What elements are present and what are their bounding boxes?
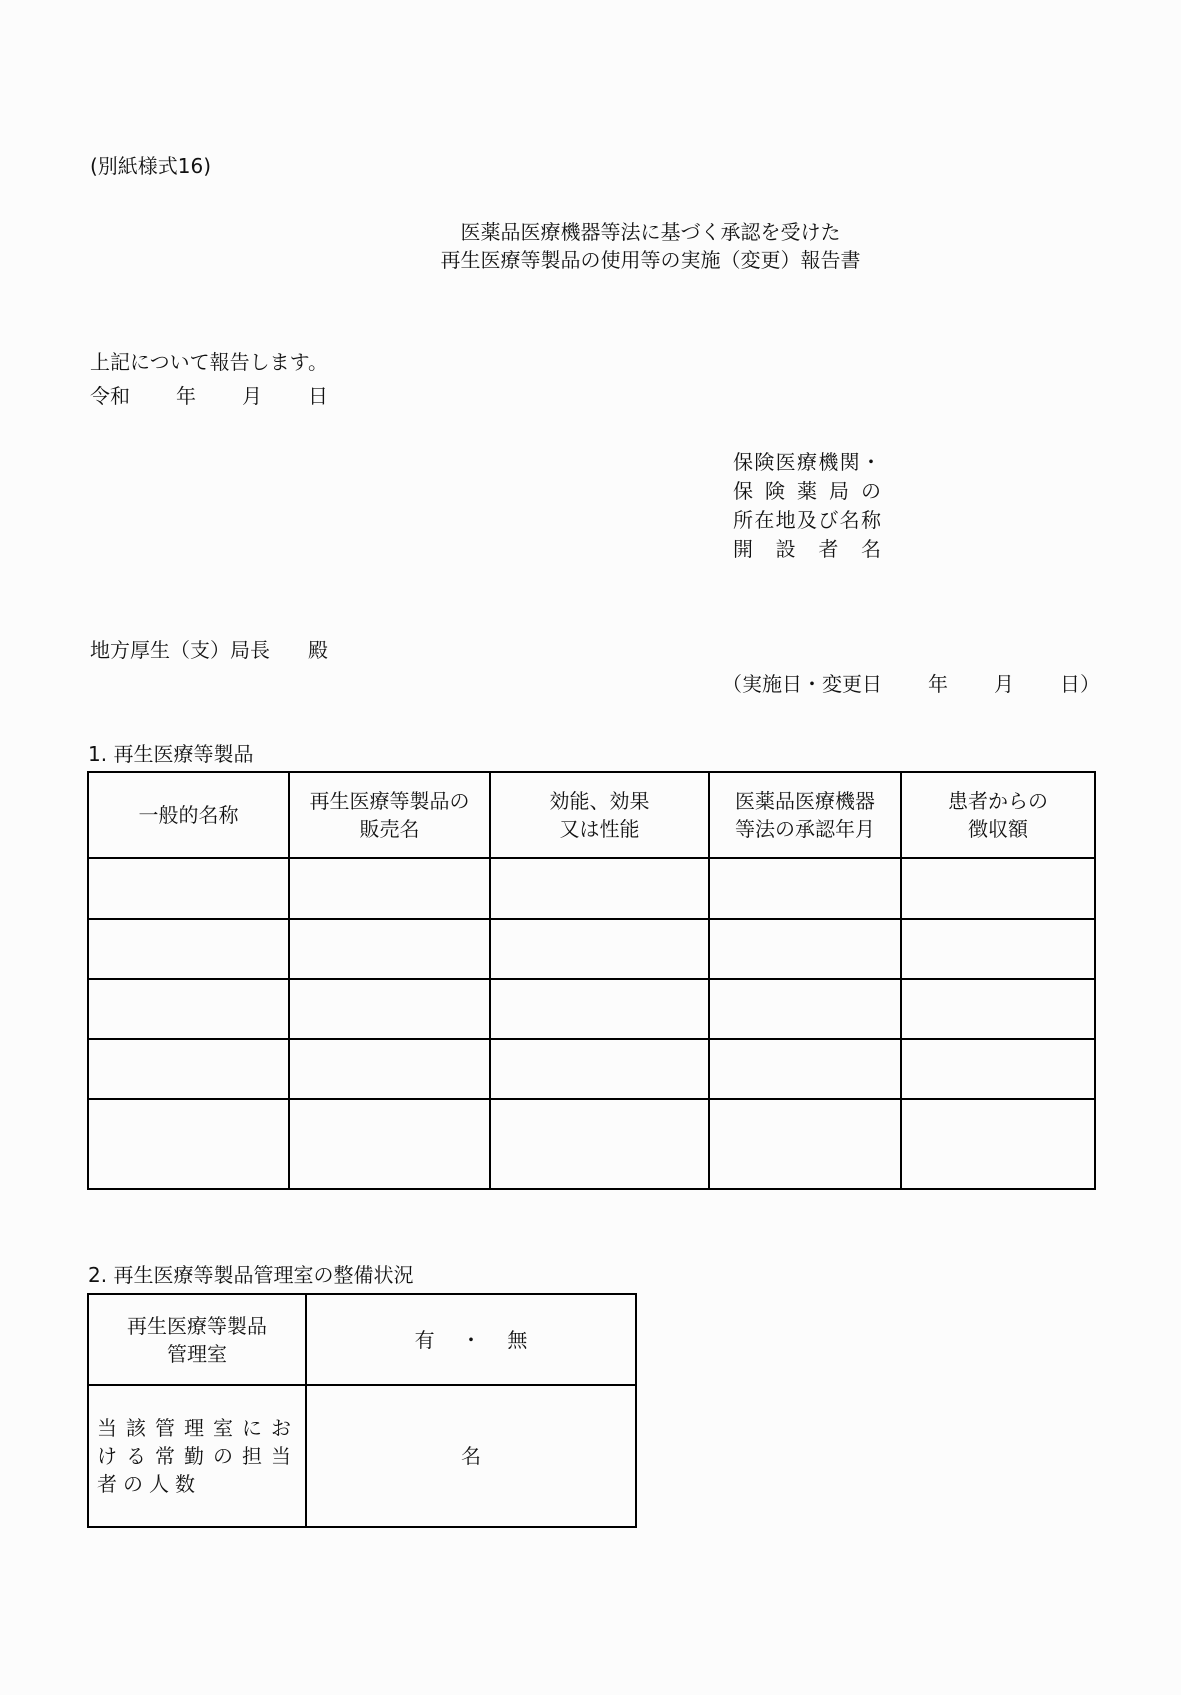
table-row (88, 1099, 1095, 1189)
col-header-approval-date: 医薬品医療機器 等法の承認年月 (709, 772, 901, 858)
management-room-table (87, 1293, 637, 1528)
staff-count-value[interactable] (306, 1385, 636, 1527)
cell-brand-name[interactable] (289, 1039, 490, 1099)
cell-brand-name[interactable] (289, 979, 490, 1039)
date-year: 年 (176, 384, 196, 408)
col-header-patient-charge: 患者からの 徴収額 (901, 772, 1095, 858)
cell-patient-charge[interactable] (901, 979, 1095, 1039)
cell-brand-name[interactable] (289, 858, 490, 919)
addressee-honorific: 殿 (308, 638, 328, 662)
date-line (90, 384, 328, 408)
cell-brand-name[interactable] (289, 919, 490, 979)
date-day: 日 (308, 384, 328, 408)
applicant-label-line1: 保 険 医 療 機 関 ・ (733, 450, 881, 474)
col-header-efficacy: 効能、効果 又は性能 (490, 772, 709, 858)
cell-approval-date[interactable] (709, 1099, 901, 1189)
table-row (88, 858, 1095, 919)
applicant-label-line4: 開 設 者 名 (733, 537, 881, 561)
report-statement: 上記について報告します。 (90, 350, 328, 374)
cell-approval-date[interactable] (709, 979, 901, 1039)
table-row (88, 1294, 636, 1385)
products-table-header (88, 772, 1095, 858)
col-header-brand-name: 再生医療等製品の 販売名 (289, 772, 490, 858)
management-room-label: 再生医療等製品 管理室 (88, 1294, 306, 1385)
cell-patient-charge[interactable] (901, 1099, 1095, 1189)
staff-count-unit: 名 (461, 1444, 481, 1468)
form-number: (別紙様式16) (90, 154, 212, 178)
table-row (88, 1039, 1095, 1099)
cell-generic-name[interactable] (88, 858, 289, 919)
cell-patient-charge[interactable] (901, 919, 1095, 979)
section1-heading: 1. 再生医療等製品 (88, 742, 254, 766)
cell-approval-date[interactable] (709, 858, 901, 919)
staff-count-label: 当該管理室における常勤の担当者の人数 (88, 1385, 306, 1527)
implementation-date-prefix: （実施日・変更日 (722, 672, 882, 696)
applicant-block (733, 448, 881, 564)
cell-generic-name[interactable] (88, 1039, 289, 1099)
document-title-line2: 再生医療等製品の使用等の実施（変更）報告書 (440, 248, 861, 272)
table-row (88, 979, 1095, 1039)
applicant-label-line2: 保 険 薬 局 の (733, 479, 881, 503)
implementation-date (722, 672, 1100, 696)
table-row (88, 1385, 636, 1527)
cell-approval-date[interactable] (709, 919, 901, 979)
cell-patient-charge[interactable] (901, 858, 1095, 919)
implementation-date-year: 年 (928, 672, 948, 696)
cell-efficacy[interactable] (490, 919, 709, 979)
management-room-availability[interactable] (306, 1294, 636, 1385)
cell-efficacy[interactable] (490, 1099, 709, 1189)
option-no[interactable]: 無 (507, 1327, 528, 1352)
option-separator: ・ (461, 1327, 481, 1352)
products-table (87, 771, 1096, 1190)
cell-efficacy[interactable] (490, 1039, 709, 1099)
date-era: 令和 (90, 384, 130, 408)
implementation-date-day: 日） (1060, 672, 1100, 696)
addressee (90, 638, 328, 662)
cell-approval-date[interactable] (709, 1039, 901, 1099)
cell-brand-name[interactable] (289, 1099, 490, 1189)
cell-generic-name[interactable] (88, 979, 289, 1039)
implementation-date-month: 月 (994, 672, 1014, 696)
cell-generic-name[interactable] (88, 919, 289, 979)
col-header-generic-name: 一般的名称 (88, 772, 289, 858)
section2-heading: 2. 再生医療等製品管理室の整備状況 (88, 1263, 414, 1287)
document-title-line1: 医薬品医療機器等法に基づく承認を受けた (460, 220, 841, 244)
applicant-label-line3: 所 在 地 及 び 名 称 (733, 508, 881, 532)
option-yes[interactable]: 有 (414, 1327, 435, 1352)
date-month: 月 (242, 384, 262, 408)
cell-efficacy[interactable] (490, 858, 709, 919)
addressee-office: 地方厚生（支）局長 (90, 638, 270, 662)
cell-patient-charge[interactable] (901, 1039, 1095, 1099)
cell-efficacy[interactable] (490, 979, 709, 1039)
table-row (88, 919, 1095, 979)
cell-generic-name[interactable] (88, 1099, 289, 1189)
